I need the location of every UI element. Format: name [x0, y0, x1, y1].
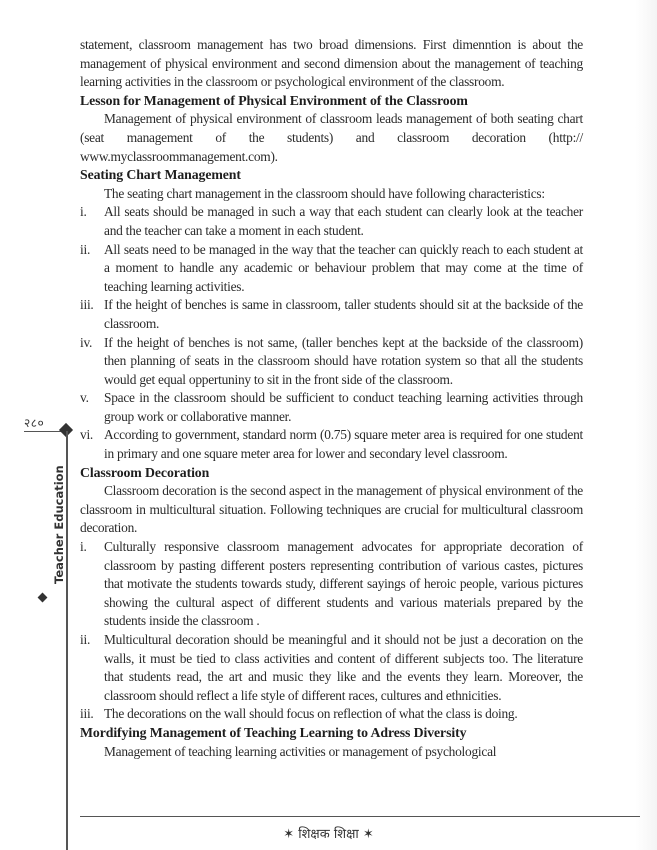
list-marker: iii.: [80, 297, 94, 313]
heading-seating-chart: Seating Chart Management: [80, 167, 241, 183]
bullet-diamond-icon: [38, 593, 48, 603]
list-text: According to government, standard norm (0.75) square meter area is required for one student in primary and one square meter area for lower and secondary level classroom.: [104, 427, 583, 462]
list-item: [80, 705, 583, 724]
footer-rule: [80, 816, 640, 817]
margin-vertical-rule: [66, 431, 68, 850]
list-item: [80, 296, 583, 333]
list-text: Multicultural decoration should be meaningful and it should not be just a decoration on the walls, it must be tied to class activities and content of different subjects too. The literature that students read, the art and music they like and the events they learn. Moreover, the classroom should reflect a life style of different races, cultures and ethnicities.: [104, 632, 583, 703]
list-item: [80, 631, 583, 705]
list-marker: ii.: [80, 241, 91, 257]
physical-environment-paragraph: Management of physical environment of classroom leads management of both seating chart (seat management of the students) and classroom decoration (http:// www.myclassroommanagement.com).: [80, 111, 583, 164]
list-marker: i.: [80, 204, 87, 220]
page-content: [80, 36, 583, 761]
decoration-intro: Classroom decoration is the second aspect in the management of physical environment of the classroom in multicultural situation. Following techniques are crucial for multicultural classroom decoration.: [80, 483, 583, 536]
list-text: All seats need to be managed in the way that the teacher can quickly reach to each student at a moment to handle any academic or behaviour problem that may come at the time of teaching learning activities.: [104, 241, 583, 294]
list-item: [80, 334, 583, 390]
heading-classroom-decoration: Classroom Decoration: [80, 464, 210, 480]
list-marker: ii.: [80, 632, 91, 647]
list-item: [80, 538, 583, 631]
running-section-label: Teacher Education: [52, 465, 66, 584]
list-marker: v.: [80, 390, 89, 406]
list-text: Space in the classroom should be sufficient to conduct teaching learning activities through group work or collaborative manner.: [104, 390, 583, 424]
heading-modifying-management: Mordifying Management of Teaching Learning to Adress Diversity: [80, 724, 467, 740]
list-marker: i.: [80, 539, 87, 555]
list-marker: iv.: [80, 334, 93, 350]
list-marker: vi.: [80, 427, 94, 443]
modifying-paragraph: Management of teaching learning activities or management of psychological: [104, 743, 497, 759]
list-item: [80, 203, 583, 240]
footer-title: ✶ शिक्षक शिक्षा ✶: [283, 827, 374, 842]
list-marker: iii.: [80, 706, 94, 722]
seating-intro: The seating chart management in the classroom should have following characteristics:: [104, 185, 545, 201]
list-text: Culturally responsive classroom management advocates for appropriate decoration of classroom by pasting different posters representing contribution of various castes, pictures that motivate the students towards study, different sayings of heroic people, various pictures showing the cultural aspect of different students and various materials prepared by the students inside the classroom .: [104, 539, 583, 629]
page-number: २८०: [24, 416, 45, 430]
list-text: If the height of benches is not same, (taller benches kept at the backside of the classroom) then planning of seats in the classroom should have rotation system so that all the students would get equal oppertuniny to sit in the front side of the classroom.: [104, 334, 583, 387]
seating-list: [80, 203, 583, 463]
page-edge-shadow: [635, 0, 657, 850]
heading-physical-environment: Lesson for Management of Physical Environment of the Classroom: [80, 92, 468, 108]
list-text: All seats should be managed in such a way that each student can clearly look at the teacher and the teacher can take a moment in each student.: [104, 204, 583, 238]
list-text: If the height of benches is same in classroom, taller students should sit at the backside of the classroom.: [104, 297, 583, 331]
list-text: The decorations on the wall should focus on reflection of what the class is doing.: [104, 706, 518, 722]
list-item: [80, 241, 583, 297]
list-item: [80, 426, 583, 463]
intro-paragraph: statement, classroom management has two broad dimensions. First dimenntion is about the management of physical environment and second dimension about the management of teaching learning activities in the classroom or psychological environment of the classroom.: [80, 37, 583, 90]
decoration-list: [80, 538, 583, 724]
list-item: [80, 389, 583, 426]
